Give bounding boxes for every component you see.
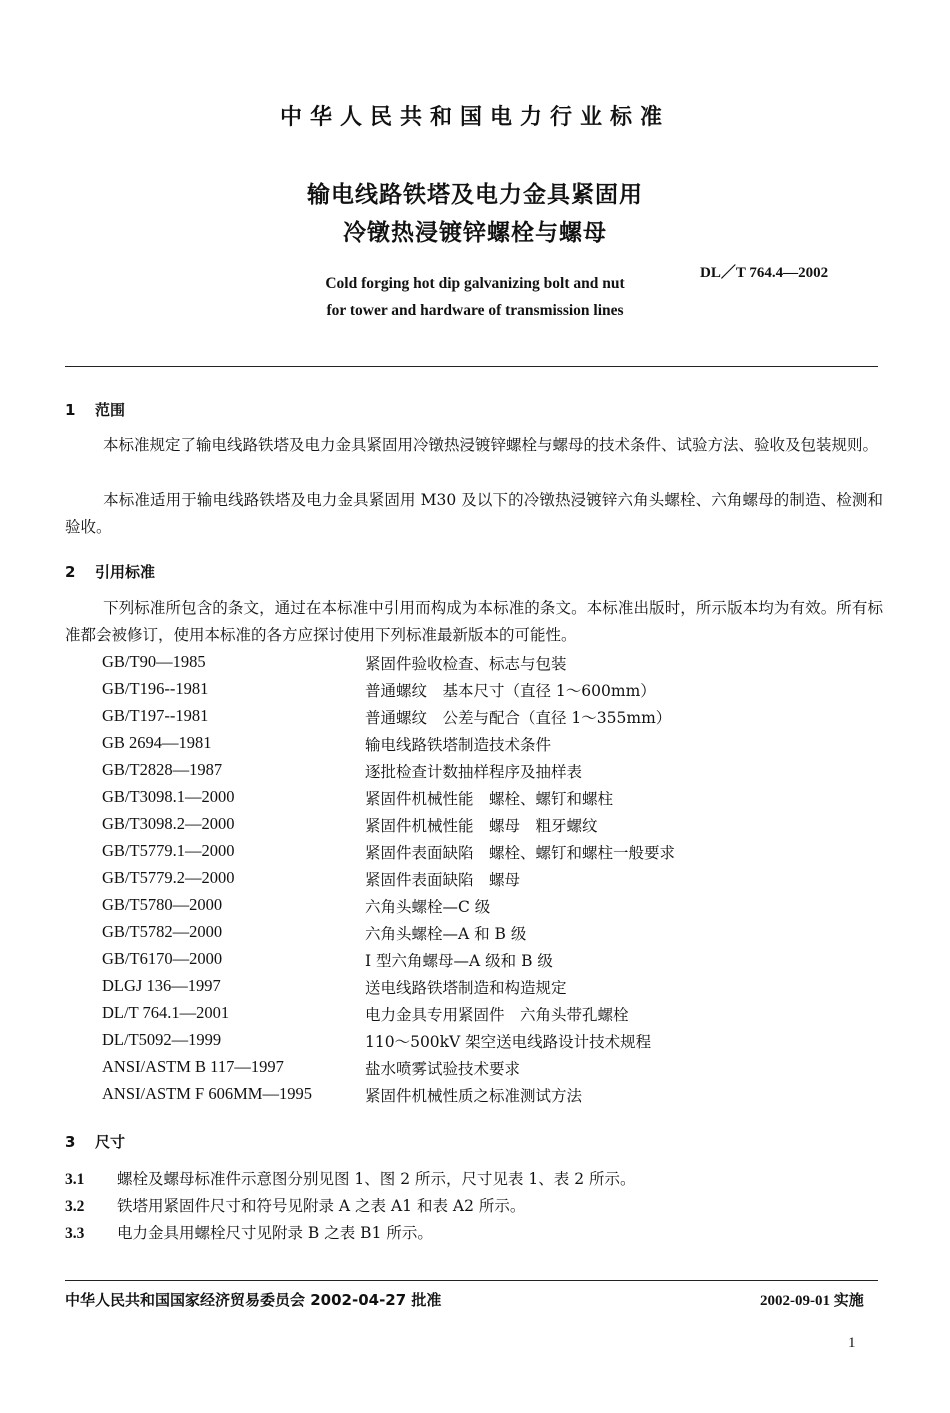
clause-text: 铁塔用紧固件尺寸和符号见附录 A 之表 A1 和表 A2 所示。 [117,1197,526,1215]
top-divider [65,366,878,367]
ref-title: 送电线路铁塔制造和构造规定 [365,979,567,997]
section-1-heading [65,399,125,420]
ref-title: 六角头螺栓—C 级 [365,898,491,916]
title-en-line2: for tower and hardware of transmission lines [326,302,624,319]
ref-title: 普通螺纹 公差与配合（直径 1～355mm） [365,709,672,727]
footer-effective-date: 2002-09-01 实施 [760,1293,864,1309]
header-title: 中华人民共和国电力行业标准 [279,105,670,130]
title-zh-line2: 冷镦热浸镀锌螺栓与螺母 [343,220,607,246]
title-en-line1: Cold forging hot dip galvanizing bolt and nut [325,275,625,292]
section-2-paragraph [65,595,883,649]
clause-number: 3.1 [65,1171,85,1188]
ref-code: GB/T197--1981 [102,706,209,725]
ref-title: 电力金具专用紧固件 六角头带孔螺栓 [365,1006,629,1024]
ref-code: GB/T5779.1—2000 [102,841,235,860]
section-3-title: 尺寸 [95,1133,126,1151]
ref-code: GB/T6170—2000 [102,949,223,968]
ref-title: 紧固件机械性能 螺母 粗牙螺纹 [365,817,598,835]
section-1-title: 范围 [95,401,126,419]
footer-divider [65,1280,878,1281]
ref-title: 逐批检查计数抽样程序及抽样表 [365,763,583,781]
section-1-paragraph-2 [65,487,883,541]
ref-code: ANSI/ASTM B 117—1997 [102,1057,284,1076]
clause-text: 螺栓及螺母标准件示意图分别见图 1、图 2 所示，尺寸见表 1、表 2 所示。 [117,1170,636,1188]
title-en [270,270,680,324]
ref-code: GB/T5780—2000 [102,895,223,914]
ref-title: 紧固件表面缺陷 螺母 [365,871,521,889]
ref-code: ANSI/ASTM F 606MM—1995 [102,1084,312,1103]
ref-title: I 型六角螺母—A 级和 B 级 [365,952,553,970]
ref-code: GB/T5779.2—2000 [102,868,235,887]
section-3-number: 3 [65,1133,76,1151]
clause-3-1 [65,1167,636,1189]
section-2-p1-text: 下列标准所包含的条文，通过在本标准中引用而构成为本标准的条文。本标准出版时，所示版本均为有效。所有标准都会被修订，使用本标准的各方应探讨使用下列标准最新版本的可能性。 [65,599,883,644]
section-1-p1-text: 本标准规定了输电线路铁塔及电力金具紧固用冷镦热浸镀锌螺栓与螺母的技术条件、试验方法、验收及包装规则。 [103,436,879,454]
ref-title: 紧固件机械性能 螺栓、螺钉和螺柱 [365,790,614,808]
section-2-title: 引用标准 [95,563,156,581]
ref-title: 普通螺纹 基本尺寸（直径 1～600mm） [365,682,656,700]
ref-code: GB/T2828—1987 [102,760,223,779]
ref-title: 紧固件机械性质之标准测试方法 [365,1087,583,1105]
page-number: 1 [848,1335,856,1351]
standard-code: DL／T 764.4—2002 [700,265,829,281]
ref-code: GB/T3098.1—2000 [102,787,235,806]
ref-title: 110～500kV 架空送电线路设计技术规程 [365,1033,652,1051]
section-1-paragraph-1 [65,432,883,459]
ref-code: GB/T90—1985 [102,652,206,671]
section-3-heading [65,1131,125,1152]
ref-code: DL/T5092—1999 [102,1030,222,1049]
section-1-p2-text: 本标准适用于输电线路铁塔及电力金具紧固用 M30 及以下的冷镦热浸镀锌六角头螺栓、六角螺母的制造、检测和验收。 [65,491,883,536]
clause-3-3 [65,1221,433,1243]
footer-approval: 中华人民共和国国家经济贸易委员会 2002-04-27 批准 [65,1291,442,1309]
ref-title: 六角头螺栓—A 和 B 级 [365,925,527,943]
section-2-number: 2 [65,563,76,581]
ref-code: GB/T196--1981 [102,679,209,698]
title-zh-line1: 输电线路铁塔及电力金具紧固用 [307,182,643,208]
ref-code: DL/T 764.1—2001 [102,1003,230,1022]
clause-number: 3.3 [65,1225,85,1242]
ref-title: 盐水喷雾试验技术要求 [365,1060,521,1078]
clause-text: 电力金具用螺栓尺寸见附录 B 之表 B1 所示。 [117,1224,433,1242]
clause-number: 3.2 [65,1198,85,1215]
ref-title: 输电线路铁塔制造技术条件 [365,736,552,754]
section-2-heading [65,561,155,582]
ref-code: GB/T3098.2—2000 [102,814,235,833]
ref-code: DLGJ 136—1997 [102,976,221,995]
ref-code: GB/T5782—2000 [102,922,223,941]
ref-code: GB 2694—1981 [102,733,212,752]
ref-title: 紧固件表面缺陷 螺栓、螺钉和螺柱一般要求 [365,844,676,862]
clause-3-2 [65,1194,525,1216]
section-1-number: 1 [65,401,76,419]
ref-title: 紧固件验收检查、标志与包装 [365,655,567,673]
